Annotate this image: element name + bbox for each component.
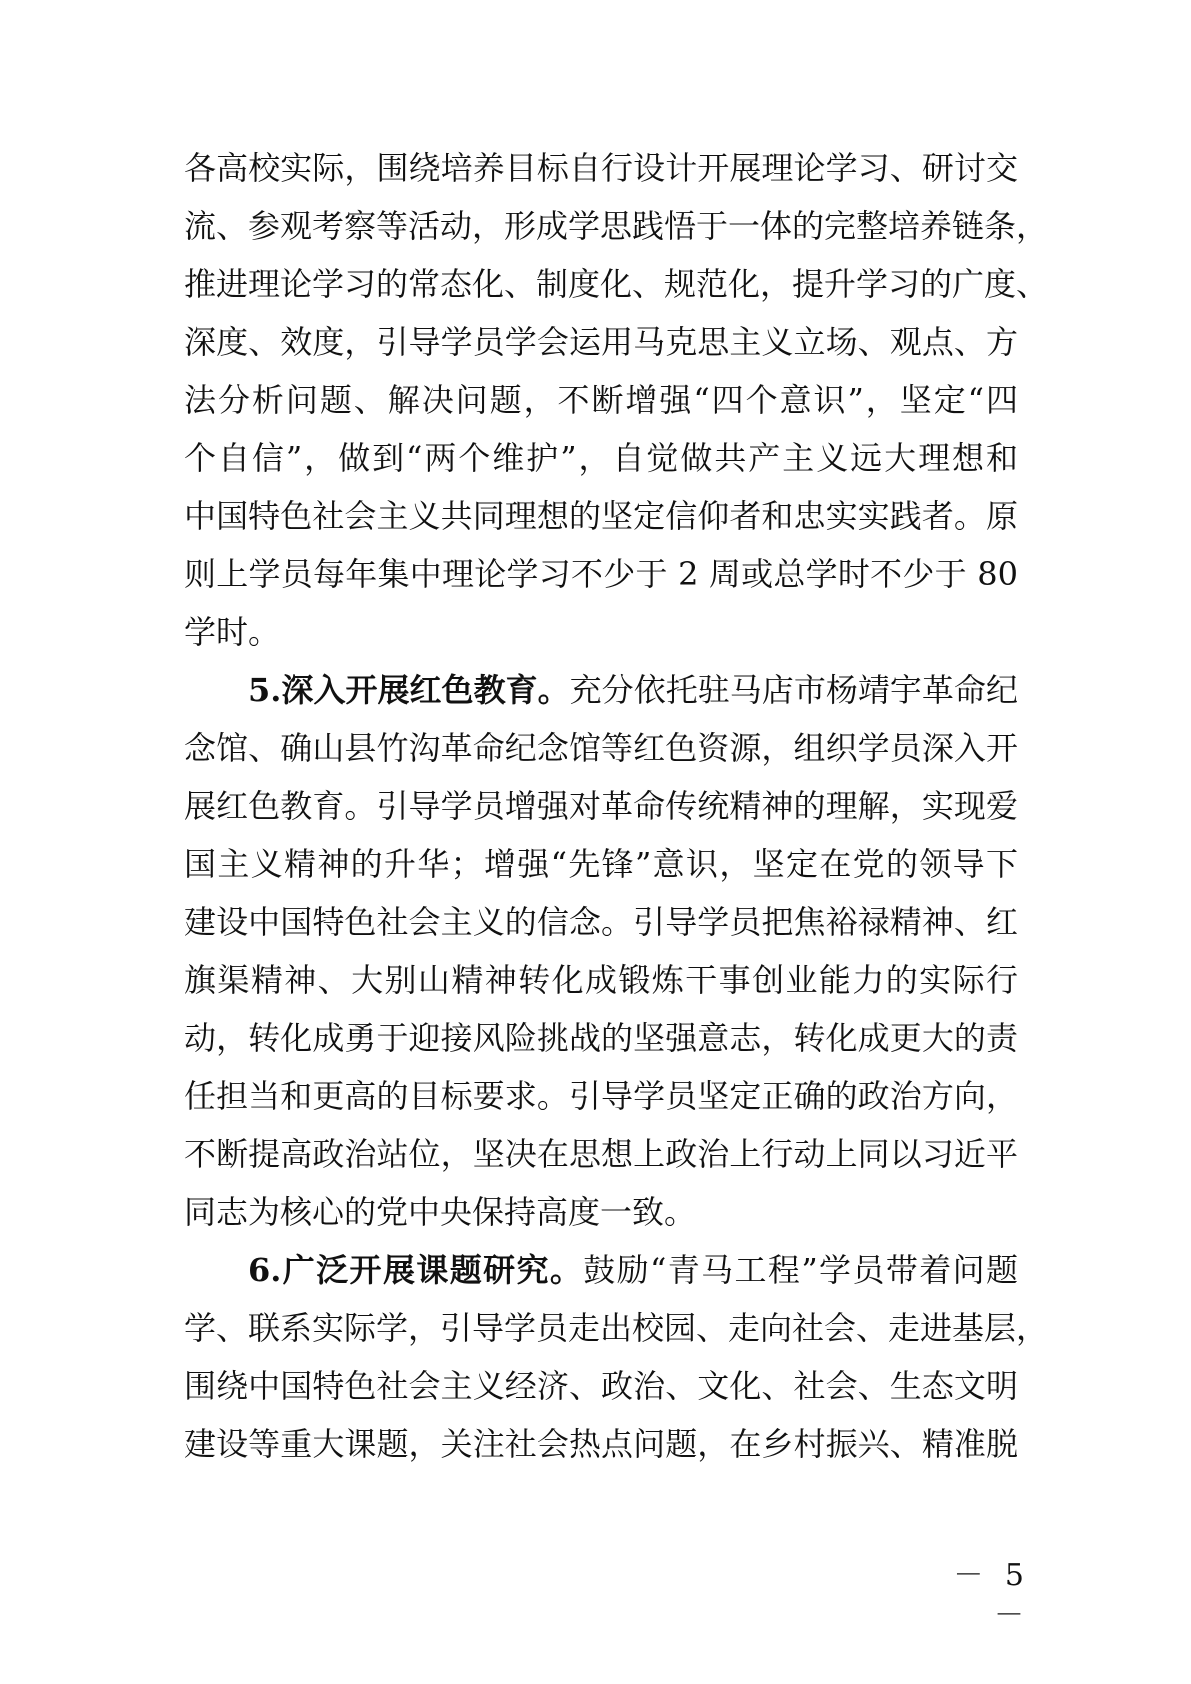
section-heading: 6.广泛开展课题研究。 [248, 1251, 584, 1289]
text-line: 任担当和更高的目标要求。引导学员坚定正确的政治方向， [184, 1077, 1018, 1115]
text-line: 建设等重大课题，关注社会热点问题，在乡村振兴、精准脱 [184, 1425, 1018, 1463]
text-line: 围绕中国特色社会主义经济、政治、文化、社会、生态文明 [184, 1367, 1018, 1405]
text-line: 法分析问题、解决问题，不断增强“四个意识”，坚定“四 [184, 381, 1018, 419]
text-line: 旗渠精神、大别山精神转化成锻炼干事创业能力的实际行 [184, 961, 1018, 999]
text-line: 同志为核心的党中央保持高度一致。 [184, 1193, 697, 1231]
text-line: 学时。 [184, 613, 281, 651]
text-line: 念馆、确山县竹沟革命纪念馆等红色资源，组织学员深入开 [184, 729, 1018, 767]
text-line: 个自信”，做到“两个维护”，自觉做共产主义远大理想和 [184, 439, 1018, 477]
text-line: 展红色教育。引导学员增强对革命传统精神的理解，实现爱 [184, 787, 1018, 825]
text-line: 中国特色社会主义共同理想的坚定信仰者和忠实实践者。原 [184, 497, 1018, 535]
text-line: 推进理论学习的常态化、制度化、规范化，提升学习的广度、 [184, 265, 1049, 303]
text-run: 鼓励“青马工程”学员带着问题 [583, 1251, 1018, 1289]
text-line: 国主义精神的升华；增强“先锋”意识，坚定在党的领导下 [184, 845, 1018, 883]
text-line: 建设中国特色社会主义的信念。引导学员把焦裕禄精神、红 [184, 903, 1018, 941]
text-line: 动，转化成勇于迎接风险挑战的坚强意志，转化成更大的责 [184, 1019, 1018, 1057]
paragraph-first-line [248, 660, 1018, 720]
text-line: 深度、效度，引导学员学会运用马克思主义立场、观点、方 [184, 323, 1018, 361]
text-line: 则上学员每年集中理论学习不少于 2 周或总学时不少于 80 [184, 555, 1018, 593]
text-line: 不断提高政治站位，坚决在思想上政治上行动上同以习近平 [184, 1135, 1018, 1173]
text-line: 学、联系实际学，引导学员走出校园、走向社会、走进基层， [184, 1309, 1049, 1347]
text-line: 各高校实际，围绕培养目标自行设计开展理论学习、研讨交 [184, 149, 1018, 187]
paragraph-first-line [248, 1240, 1018, 1300]
text-line: 流、参观考察等活动，形成学思践悟于一体的完整培养链条， [184, 207, 1049, 245]
page-number: － 5 － [953, 1558, 1030, 1633]
text-run: 充分依托驻马店市杨靖宇革命纪 [569, 671, 1018, 709]
section-heading: 5.深入开展红色教育。 [248, 671, 570, 709]
